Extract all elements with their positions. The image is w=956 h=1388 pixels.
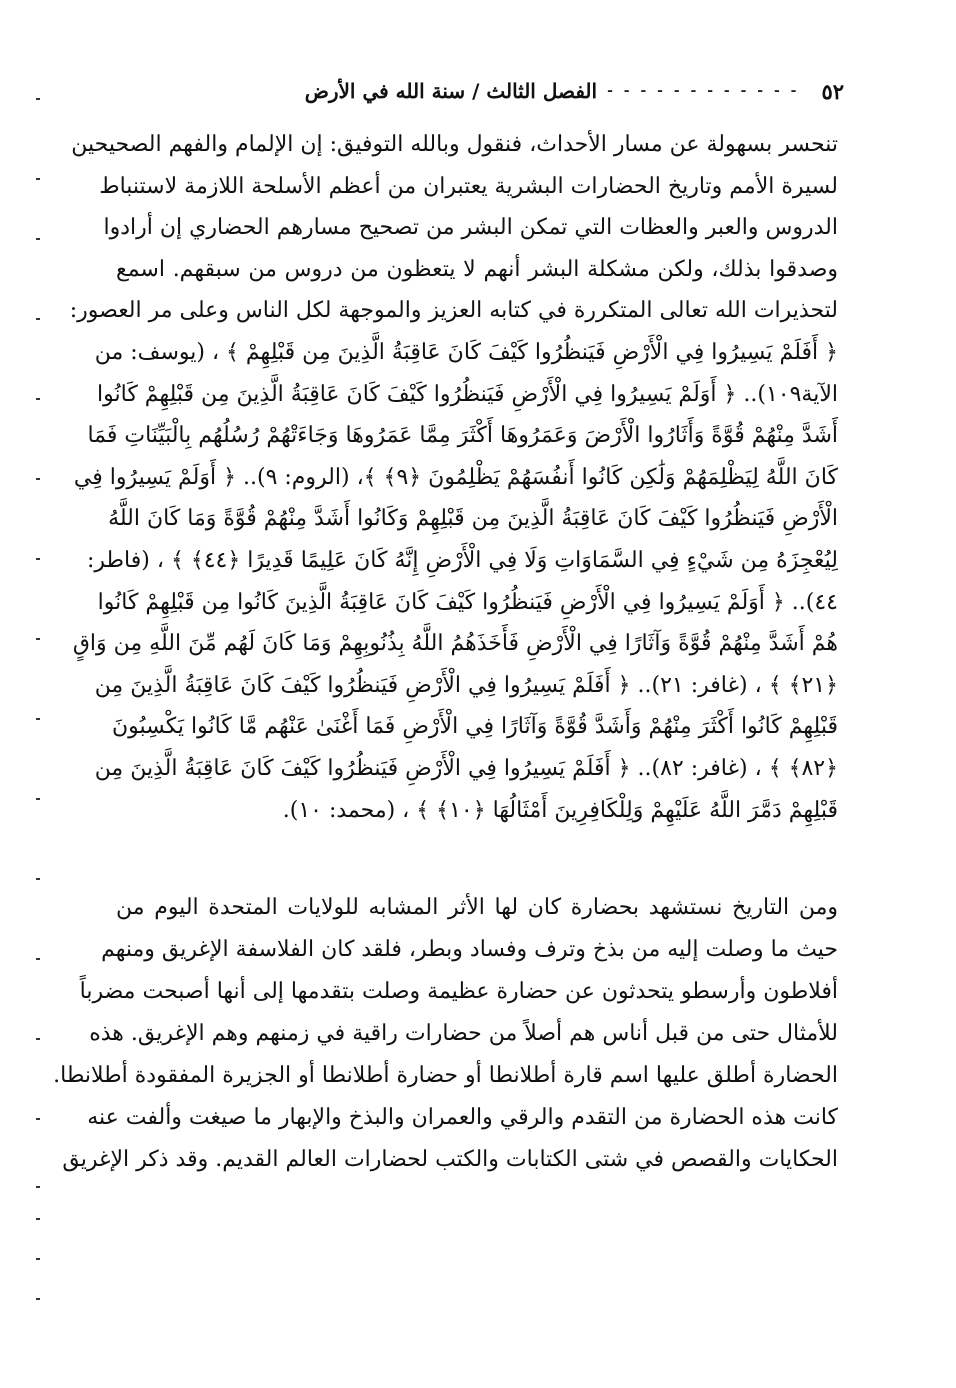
text-line: قَبْلِهِمْ كَانُوا أَكْثَرَ مِنْهُمْ وَأَشَدَّ قُوَّةً وَآثَارًا فِي الْأَرْضِ فَمَا أَغْنَىٰ عَنْهُم مَّا كَانُوا يَكْسِبُونَ	[111, 714, 838, 740]
text-line: كانت هذه الحضارة من التقدم والرقي والعمران والبذخ والإبهار ما صيغت وألفت عنه	[87, 1105, 838, 1131]
text-line: وصدقوا بذلك، ولكن مشكلة البشر أنهم لا يتعظون من دروس من سبقهم. اسمع	[116, 256, 838, 282]
header-dash-leader: - - - - - - - - - - - -	[607, 83, 800, 99]
text-line: لِيُعْجِزَهُ مِن شَيْءٍ فِي السَّمَاوَاتِ وَلَا فِي الْأَرْضِ إِنَّهُ كَانَ عَلِيمًا قَدِيرًا ﴿٤٤﴾ ﴾ ، (فاطر:	[87, 547, 838, 573]
scan-margin-marks	[0, 0, 40, 1388]
text-line: ﴿٨٢﴾ ﴾ ، (غافر: ٨٢).. ﴿ أَفَلَمْ يَسِيرُوا فِي الْأَرْضِ فَيَنظُرُوا كَيْفَ كَانَ عَاقِبَةُ الَّذِينَ مِن	[94, 755, 838, 781]
page-number: ٥٢	[821, 78, 844, 104]
text-line: ﴿ أَفَلَمْ يَسِيرُوا فِي الْأَرْضِ فَيَنظُرُوا كَيْفَ كَانَ عَاقِبَةُ الَّذِينَ مِن قَبْلِهِمْ ﴾ ، (يوسف: من	[94, 339, 838, 365]
text-line: ٤٤).. ﴿ أَوَلَمْ يَسِيرُوا فِي الْأَرْضِ فَيَنظُرُوا كَيْفَ كَانَ عَاقِبَةُ الَّذِينَ كَانُوا مِن قَبْلِهِمْ كَانُوا	[97, 589, 838, 615]
text-line: تنحسر بسهولة عن مسار الأحداث، فنقول وبالله التوفيق: إن الإلمام والفهم الصحيحين	[71, 132, 838, 157]
page-header	[104, 74, 844, 108]
text-line: حيث ما وصلت إليه من بذخ وترف وفساد وبطر، فلقد كان الفلاسفة الإغريق ومنهم	[101, 937, 838, 963]
text-line: الحكايات والقصص في شتى الكتابات والكتب لحضارات العالم القديم. وقد ذكر الإغريق	[62, 1147, 838, 1173]
paragraph-spacer	[116, 831, 838, 887]
text-line: الْأَرْضِ فَيَنظُرُوا كَيْفَ كَانَ عَاقِبَةُ الَّذِينَ مِن قَبْلِهِمْ وَكَانُوا أَشَدَّ مِنْهُمْ قُوَّةً وَمَا كَانَ اللَّهُ	[108, 506, 838, 532]
running-title: الفصل الثالث / سنة الله في الأرض	[304, 79, 598, 103]
text-line: الدروس والعبر والعظات التي تمكن البشر من تصحيح مسارهم الحضاري إن أرادوا	[103, 215, 838, 241]
text-line: كَانَ اللَّهُ لِيَظْلِمَهُمْ وَلَٰكِن كَانُوا أَنفُسَهُمْ يَظْلِمُونَ ﴿٩﴾ ﴾، (الروم: ٩).. ﴿ أَوَلَمْ يَسِيرُوا فِي	[73, 464, 838, 490]
paragraph-quran-quotes	[69, 124, 838, 831]
text-line: لسيرة الأمم وتاريخ الحضارات البشرية يعتبران من أعظم الأسلحة اللازمة لاستنباط	[99, 173, 838, 199]
text-line: ومن التاريخ نستشهد بحضارة كان لها الأثر المشابه للولايات المتحدة اليوم من	[116, 895, 838, 921]
text-line: الآية١٠٩).. ﴿ أَوَلَمْ يَسِيرُوا فِي الْأَرْضِ فَيَنظُرُوا كَيْفَ كَانَ عَاقِبَةُ الَّذِينَ مِن قَبْلِهِمْ كَانُوا	[97, 381, 838, 407]
text-line: للأمثال حتى من قبل أناس هم أصلاً من حضارات راقية في زمنهم وهم الإغريق. هذه	[89, 1021, 838, 1047]
text-line: أَشَدَّ مِنْهُمْ قُوَّةً وَأَثَارُوا الْأَرْضَ وَعَمَرُوهَا أَكْثَرَ مِمَّا عَمَرُوهَا وَجَاءَتْهُمْ رُسُلُهُم بِالْبَيِّنَاتِ فَمَا	[87, 423, 838, 449]
text-line: لتحذيرات الله تعالى المتكررة في كتابه العزيز والموجهة لكل الناس وعلى مر العصور:	[69, 298, 838, 324]
paragraph-atlantis	[53, 887, 838, 1181]
text-line: أفلاطون وأرسطو يتحدثون عن حضارة عظيمة وصلت بتقدمها إلى أنها أصبحت مضرباً	[79, 979, 838, 1005]
text-line: قَبْلِهِمْ دَمَّرَ اللَّهُ عَلَيْهِمْ وَلِلْكَافِرِينَ أَمْثَالُهَا ﴿١٠﴾ ﴾ ، (محمد: ١٠).	[282, 797, 838, 823]
body-text	[53, 124, 838, 1181]
text-line: هُمْ أَشَدَّ مِنْهُمْ قُوَّةً وَآثَارًا فِي الْأَرْضِ فَأَخَذَهُمُ اللَّهُ بِذُنُوبِهِمْ وَمَا كَانَ لَهُم مِّنَ اللَّهِ مِن وَاقٍ	[72, 631, 838, 657]
text-line: ﴿٢١﴾ ﴾ ، (غافر: ٢١).. ﴿ أَفَلَمْ يَسِيرُوا فِي الْأَرْضِ فَيَنظُرُوا كَيْفَ كَانَ عَاقِبَةُ الَّذِينَ مِن	[94, 672, 838, 698]
text-line: الحضارة أطلق عليها اسم قارة أطلانطا أو حضارة أطلانطا أو الجزيرة المفقودة أطلانطا.	[53, 1063, 838, 1089]
